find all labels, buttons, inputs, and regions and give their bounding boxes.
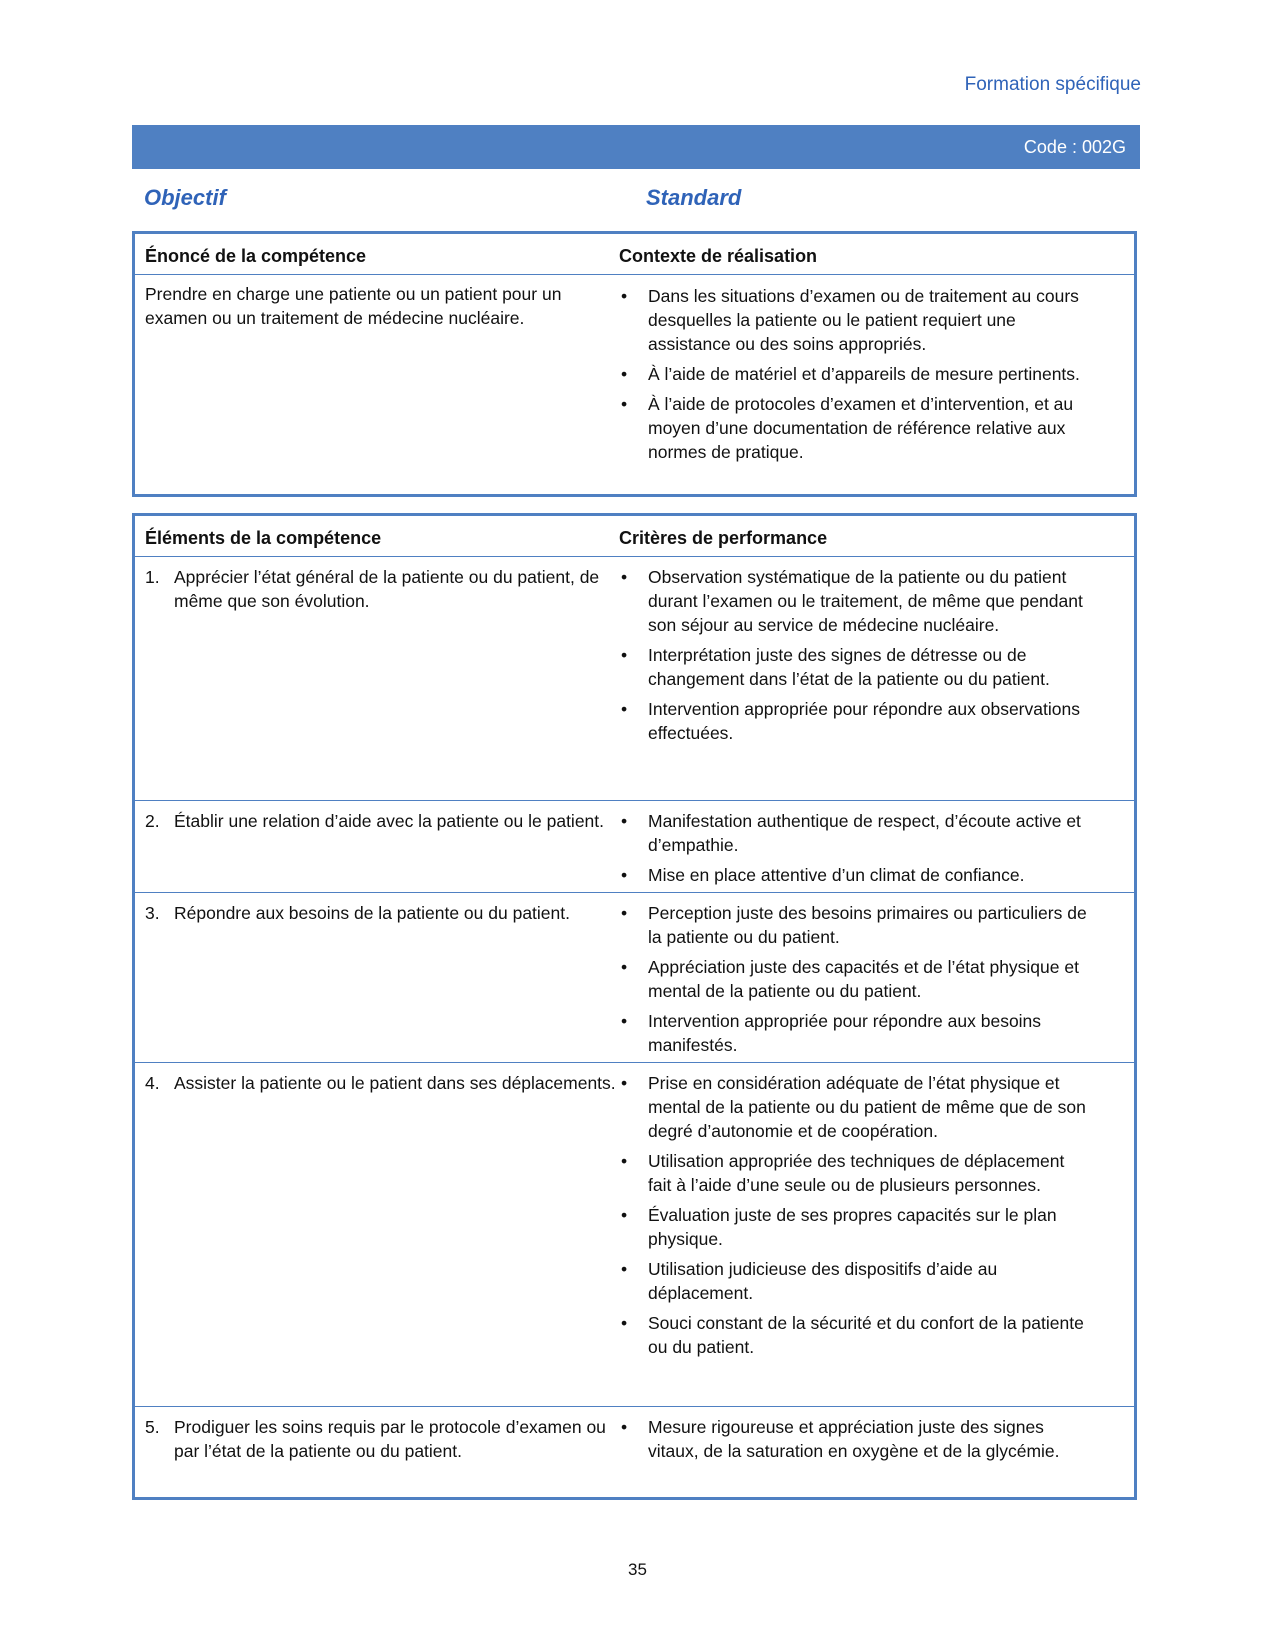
criterion-text: Évaluation juste de ses propres capacités sur le plan physique. xyxy=(648,1205,1057,1249)
element-text: Apprécier l’état général de la patiente ou du patient, de même que son évolution. xyxy=(174,567,600,611)
list-item xyxy=(619,362,1089,386)
context-list xyxy=(619,284,1089,464)
objective-label: Objectif xyxy=(144,185,226,210)
bullet-icon: • xyxy=(621,645,628,665)
element-text: Établir une relation d’aide avec la patiente ou le patient. xyxy=(174,811,605,831)
list-item xyxy=(619,1149,1089,1197)
context-text: À l’aide de matériel et d’appareils de mesure pertinents. xyxy=(648,364,1080,384)
list-item xyxy=(619,955,1089,1003)
criterion-text: Manifestation authentique de respect, d’écoute active et d’empathie. xyxy=(648,811,1081,855)
list-item xyxy=(619,565,1089,637)
page-number: 35 xyxy=(628,1560,647,1579)
criterion-text: Utilisation appropriée des techniques de déplacement fait à l’aide d’une seule ou de plusieurs personnes. xyxy=(648,1151,1065,1195)
list-item xyxy=(619,284,1089,356)
bullet-icon: • xyxy=(621,364,628,384)
criteria-list xyxy=(619,809,1089,887)
criteria-list xyxy=(619,1415,1089,1463)
context-text: À l’aide de protocoles d’examen et d’intervention, et au moyen d’une documentation de référence relative aux normes de pratique. xyxy=(648,394,1074,462)
list-item xyxy=(619,1009,1089,1057)
list-item xyxy=(619,1257,1089,1305)
element-text: Prodiguer les soins requis par le protocole d’examen ou par l’état de la patiente ou du patient. xyxy=(174,1417,606,1461)
criterion-text: Perception juste des besoins primaires ou particuliers de la patiente ou du patient. xyxy=(648,903,1087,947)
criteria-list xyxy=(619,565,1089,745)
list-item xyxy=(619,901,1089,949)
bullet-icon: • xyxy=(621,394,628,414)
element-number: 5. xyxy=(145,1417,160,1437)
standard-label: Standard xyxy=(646,185,742,210)
bullet-icon: • xyxy=(621,286,628,306)
document-header-title: Formation spécifique xyxy=(964,74,1141,95)
elements-heading: Éléments de la compétence xyxy=(145,528,382,548)
list-item xyxy=(619,1311,1089,1359)
criterion-text: Mise en place attentive d’un climat de confiance. xyxy=(648,865,1025,885)
bullet-icon: • xyxy=(621,1205,628,1225)
element-text: Assister la patiente ou le patient dans ses déplacements. xyxy=(174,1073,616,1093)
bullet-icon: • xyxy=(621,1073,628,1093)
criterion-text: Observation systématique de la patiente ou du patient durant l’examen ou le traitement, de même que pendant son séjour au service de médecine nucléaire. xyxy=(648,567,1083,635)
element-item xyxy=(145,901,620,925)
competence-statement-table xyxy=(132,231,1137,497)
context-heading: Contexte de réalisation xyxy=(619,246,818,266)
list-item xyxy=(619,863,1089,887)
list-item xyxy=(619,697,1089,745)
section-labels xyxy=(144,185,1134,215)
element-number: 2. xyxy=(145,811,160,831)
element-text: Répondre aux besoins de la patiente ou du patient. xyxy=(174,903,570,923)
table-row xyxy=(135,892,1134,1063)
bullet-icon: • xyxy=(621,567,628,587)
list-item xyxy=(619,1203,1089,1251)
element-number: 1. xyxy=(145,567,160,587)
bullet-icon: • xyxy=(621,1151,628,1171)
list-item xyxy=(619,643,1089,691)
element-item xyxy=(145,1071,620,1095)
criterion-text: Appréciation juste des capacités et de l’état physique et mental de la patiente ou du patient. xyxy=(648,957,1079,1001)
table-header-row xyxy=(135,234,1134,274)
table-row xyxy=(135,800,1134,893)
element-item xyxy=(145,565,620,613)
element-number: 3. xyxy=(145,903,160,923)
list-item xyxy=(619,1071,1089,1143)
element-item xyxy=(145,809,620,833)
list-item xyxy=(619,809,1089,857)
element-item xyxy=(145,1415,620,1463)
criterion-text: Prise en considération adéquate de l’état physique et mental de la patiente ou du patient de même que de son degré d’autonomie et de coopération. xyxy=(648,1073,1086,1141)
criterion-text: Utilisation judicieuse des dispositifs d’aide au déplacement. xyxy=(648,1259,998,1303)
bullet-icon: • xyxy=(621,865,628,885)
criterion-text: Souci constant de la sécurité et du confort de la patiente ou du patient. xyxy=(648,1313,1084,1357)
bullet-icon: • xyxy=(621,903,628,923)
table-row xyxy=(135,1406,1134,1497)
code-bar xyxy=(132,125,1140,169)
table-row xyxy=(135,1062,1134,1407)
table-header-row xyxy=(135,516,1134,556)
criteria-list xyxy=(619,1071,1089,1359)
competence-elements-table xyxy=(132,513,1137,1500)
criterion-text: Intervention appropriée pour répondre aux observations effectuées. xyxy=(648,699,1080,743)
criterion-text: Interprétation juste des signes de détresse ou de changement dans l’état de la patiente ou du patient. xyxy=(648,645,1050,689)
bullet-icon: • xyxy=(621,699,628,719)
table-row xyxy=(135,274,1134,494)
statement-heading: Énoncé de la compétence xyxy=(145,246,367,266)
bullet-icon: • xyxy=(621,1011,628,1031)
bullet-icon: • xyxy=(621,1259,628,1279)
bullet-icon: • xyxy=(621,1417,628,1437)
bullet-icon: • xyxy=(621,957,628,977)
criteria-heading: Critères de performance xyxy=(619,528,828,548)
context-text: Dans les situations d’examen ou de traitement au cours desquelles la patiente ou le patient requiert une assistance ou des soins appropriés. xyxy=(648,286,1079,354)
criterion-text: Intervention appropriée pour répondre aux besoins manifestés. xyxy=(648,1011,1042,1055)
criteria-list xyxy=(619,901,1089,1057)
bullet-icon: • xyxy=(621,811,628,831)
criterion-text: Mesure rigoureuse et appréciation juste des signes vitaux, de la saturation en oxygène et de la glycémie. xyxy=(648,1417,1060,1461)
competence-statement: Prendre en charge une patiente ou un patient pour un examen ou un traitement de médecine nucléaire. xyxy=(145,284,562,328)
bullet-icon: • xyxy=(621,1313,628,1333)
competency-code: Code : 002G xyxy=(1023,137,1126,157)
table-row xyxy=(135,556,1134,801)
list-item xyxy=(619,1415,1089,1463)
list-item xyxy=(619,392,1089,464)
element-number: 4. xyxy=(145,1073,160,1093)
